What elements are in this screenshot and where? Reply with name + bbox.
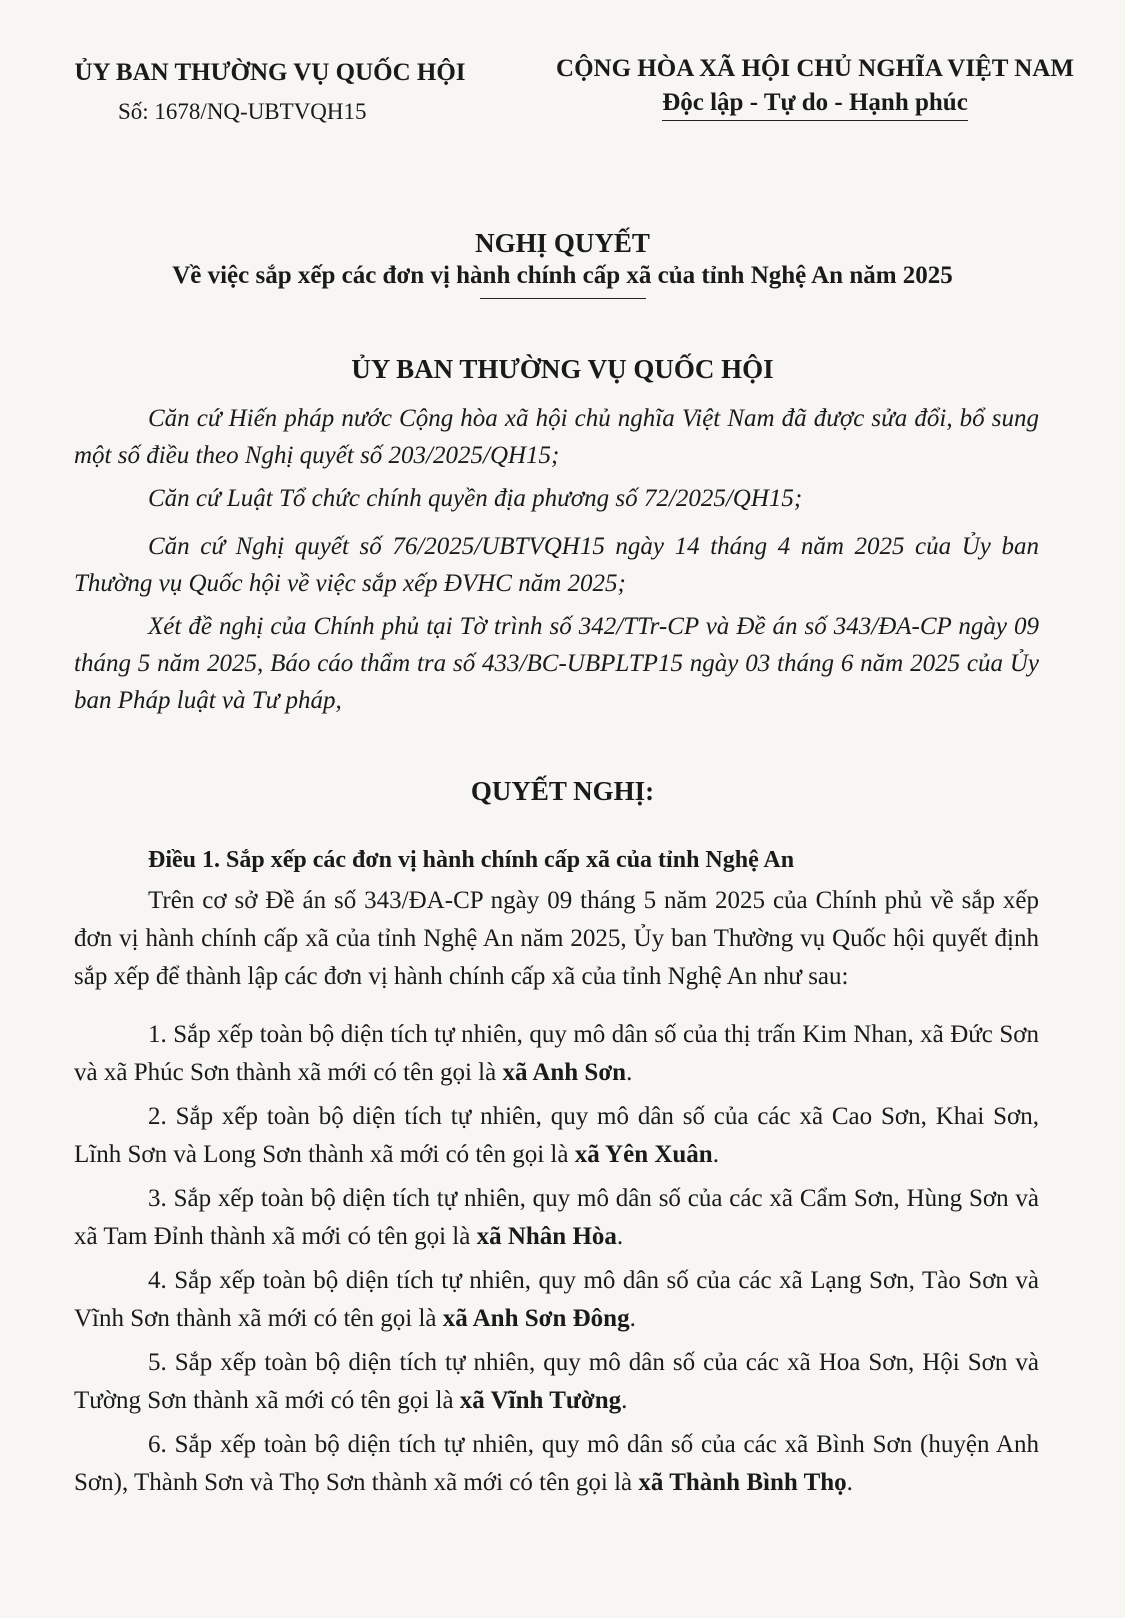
- resolution-title: NGHỊ QUYẾT: [475, 228, 650, 258]
- item-text: 5. Sắp xếp toàn bộ diện tích tự nhiên, quy mô dân số của các xã Hoa Sơn, Hội Sơn và Tường Sơn thành xã mới có tên gọi là: [74, 1349, 1039, 1414]
- article-item-4: [74, 1262, 1039, 1338]
- legal-basis-4: Xét đề nghị của Chính phủ tại Tờ trình số 342/TTr-CP và Đề án số 343/ĐA-CP ngày 09 tháng 5 năm 2025, Báo cáo thẩm tra số 433/BC-UBPLTP15 ngày 03 tháng 6 năm 2025 của Ủy ban Pháp luật và Tư pháp,: [74, 613, 1039, 714]
- legal-basis-3: Căn cứ Nghị quyết số 76/2025/UBTVQH15 ngày 14 tháng 4 năm 2025 của Ủy ban Thường vụ Quốc hội về việc sắp xếp ĐVHC năm 2025;: [74, 533, 1039, 597]
- item-end: .: [621, 1387, 628, 1414]
- national-motto: Độc lập - Tự do - Hạnh phúc: [662, 86, 968, 120]
- item-end: .: [629, 1305, 636, 1332]
- new-commune-name: xã Anh Sơn: [502, 1059, 627, 1086]
- item-end: .: [626, 1059, 633, 1086]
- article-item-5: [74, 1344, 1039, 1420]
- legal-basis-1: Căn cứ Hiến pháp nước Cộng hòa xã hội chủ nghĩa Việt Nam đã được sửa đổi, bổ sung một số điều theo Nghị quyết số 203/2025/QH15;: [74, 405, 1039, 469]
- item-end: .: [616, 1223, 624, 1250]
- item-text: 1. Sắp xếp toàn bộ diện tích tự nhiên, quy mô dân số của thị trấn Kim Nhan, xã Đức Sơn và xã Phúc Sơn thành xã mới có tên gọi là: [74, 1021, 1039, 1086]
- item-text: 2. Sắp xếp toàn bộ diện tích tự nhiên, quy mô dân số của các xã Cao Sơn, Khai Sơn, Lĩnh Sơn và Long Sơn thành xã mới có tên gọi là: [74, 1103, 1039, 1168]
- new-commune-name: xã Anh Sơn Đông: [442, 1305, 630, 1332]
- item-text: 4. Sắp xếp toàn bộ diện tích tự nhiên, quy mô dân số của các xã Lạng Sơn, Tào Sơn và Vĩnh Sơn thành xã mới có tên gọi là: [74, 1267, 1039, 1332]
- article-1-heading: Điều 1. Sắp xếp các đơn vị hành chính cấp xã của tỉnh Nghệ An: [148, 847, 795, 873]
- header-left: [40, 56, 500, 90]
- new-commune-name: xã Thành Bình Thọ: [638, 1469, 847, 1496]
- issuing-body: ỦY BAN THƯỜNG VỤ QUỐC HỘI: [351, 354, 774, 384]
- legal-basis-2: Căn cứ Luật Tổ chức chính quyền địa phương số 72/2025/QH15;: [148, 485, 803, 512]
- item-text: 3. Sắp xếp toàn bộ diện tích tự nhiên, quy mô dân số của các xã Cẩm Sơn, Hùng Sơn và xã Tam Đỉnh thành xã mới có tên gọi là: [74, 1185, 1039, 1250]
- agency-name: ỦY BAN THƯỜNG VỤ QUỐC HỘI: [74, 59, 466, 86]
- item-text: 6. Sắp xếp toàn bộ diện tích tự nhiên, quy mô dân số của các xã Bình Sơn (huyện Anh Sơn), Thành Sơn và Thọ Sơn thành xã mới có tên gọi là: [74, 1431, 1039, 1496]
- item-end: .: [846, 1469, 853, 1496]
- new-commune-name: xã Vĩnh Tường: [459, 1387, 622, 1414]
- resolution-subtitle: Về việc sắp xếp các đơn vị hành chính cấp xã của tỉnh Nghệ An năm 2025: [172, 262, 953, 289]
- new-commune-name: xã Yên Xuân: [574, 1141, 713, 1168]
- article-item-3: [74, 1180, 1039, 1256]
- article-item-2: [74, 1098, 1039, 1174]
- new-commune-name: xã Nhân Hòa: [476, 1223, 617, 1250]
- article-1-intro: Trên cơ sở Đề án số 343/ĐA-CP ngày 09 tháng 5 năm 2025 của Chính phủ về sắp xếp đơn vị hành chính cấp xã của tỉnh Nghệ An năm 2025, Ủy ban Thường vụ Quốc hội quyết định sắp xếp để thành lập các đơn vị hành chính cấp xã của tỉnh Nghệ An như sau:: [74, 887, 1039, 990]
- article-item-1: [74, 1016, 1039, 1092]
- decide-heading: QUYẾT NGHỊ:: [470, 776, 655, 806]
- article-item-6: [74, 1426, 1039, 1502]
- item-end: .: [712, 1141, 719, 1168]
- country-name: CỘNG HÒA XÃ HỘI CHỦ NGHĨA VIỆT NAM: [556, 55, 1074, 82]
- header-right: [515, 52, 1115, 120]
- document-number: Số: 1678/NQ-UBTVQH15: [118, 99, 367, 124]
- title-underline: [480, 298, 646, 299]
